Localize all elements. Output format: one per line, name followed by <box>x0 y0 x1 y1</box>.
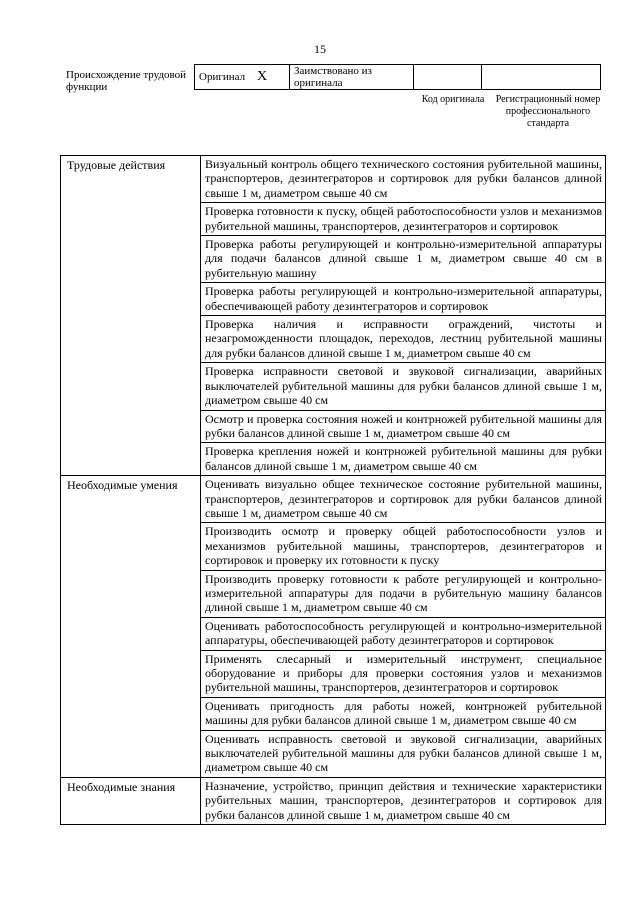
code-caption: Код оригинала <box>421 94 485 105</box>
code-cell <box>414 65 482 90</box>
list-item: Оценивать работоспособность регулирующей и контрольно-измерительной аппаратуры, обеспечивающей работу дезинтеграторов и сортировок <box>201 617 606 650</box>
requirements-table <box>60 155 606 825</box>
list-item: Проверка работы регулирующей и контрольно-измерительной аппаратуры для подачи балансов длиной свыше 1 м, диаметром свыше 40 см в рубительную машину <box>201 236 606 283</box>
section-title-required-knowledge: Необходимые знания <box>61 777 201 824</box>
list-item: Применять слесарный и измерительный инструмент, специальное оборудование и приборы для проверки состояния узлов и механизмов рубительной машины, транспортеров, дезинтеграторов и сортировок <box>201 650 606 697</box>
original-mark: X <box>257 69 268 84</box>
reg-number-cell <box>482 65 601 90</box>
original-cell <box>195 65 290 90</box>
list-item: Оценивать исправность световой и звуковой сигнализации, аварийных выключателей рубительной машины для рубки балансов длиной свыше 1 м, диаметром свыше 40 см <box>201 730 606 777</box>
section-title-required-skills: Необходимые умения <box>61 476 201 778</box>
table-row <box>61 156 606 203</box>
list-item: Проверка исправности световой и звуковой сигнализации, аварийных выключателей рубительной машины для рубки балансов длиной свыше 1 м, диаметром свыше 40 см <box>201 363 606 410</box>
list-item: Производить проверку готовности к работе регулирующей и контрольно-измерительной аппаратуры для подачи в рубительную машину балансов длиной свыше 1 м, диаметром свыше 40 см <box>201 570 606 617</box>
list-item: Проверка работы регулирующей и контрольно-измерительной аппаратуры, обеспечивающей работу дезинтеграторов и сортировок <box>201 283 606 316</box>
table-row <box>61 476 606 523</box>
origin-table <box>194 64 601 90</box>
list-item: Оценивать визуально общее техническое состояние рубительной машины, транспортеров, дезинтеграторов и сортировок для рубки балансов длиной свыше 1 м, диаметром свыше 40 см <box>201 476 606 523</box>
table-row <box>61 777 606 824</box>
borrowed-cell: Заимствовано из оригинала <box>290 65 414 90</box>
list-item: Визуальный контроль общего технического состояния рубительной машины, транспортеров, дезинтеграторов и сортировок для рубки балансов длиной свыше 1 м, диаметром свыше 40 см <box>201 156 606 203</box>
list-item: Оценивать пригодность для работы ножей, контрножей рубительной машины для рубки балансов длиной свыше 1 м, диаметром свыше 40 см <box>201 697 606 730</box>
list-item: Проверка крепления ножей и контрножей рубительной машины для рубки балансов длиной свыше 1 м, диаметром свыше 40 см <box>201 443 606 476</box>
list-item: Проверка готовности к пуску, общей работоспособности узлов и механизмов рубительной машины, транспортеров, дезинтеграторов и сортировок <box>201 203 606 236</box>
list-item: Проверка наличия и исправности ограждений, чистоты и незагроможденности площадок, переходов, лестниц рубительной машины для рубки балансов длиной свыше 1 м, диаметром свыше 40 см <box>201 316 606 363</box>
reg-number-caption: Регистрационный номер профессионального стандарта <box>495 94 601 129</box>
list-item: Назначение, устройство, принцип действия и технические характеристики рубительных машин, транспортеров, дезинтеграторов и сортировок для рубки балансов длиной свыше 1 м, диаметром свыше 40 см <box>201 777 606 824</box>
page-number: 15 <box>314 42 326 56</box>
original-label: Оригинал <box>199 71 246 83</box>
list-item: Производить осмотр и проверку общей работоспособности узлов и механизмов рубительной машины, транспортеров, дезинтеграторов и сортировок и проверку их готовности к пуску <box>201 523 606 570</box>
list-item: Осмотр и проверка состояния ножей и контрножей рубительной машины для рубки балансов длиной свыше 1 м, диаметром свыше 40 см <box>201 410 606 443</box>
section-title-labor-actions: Трудовые действия <box>61 156 201 476</box>
origin-label: Происхождение трудовой функции <box>66 69 187 93</box>
